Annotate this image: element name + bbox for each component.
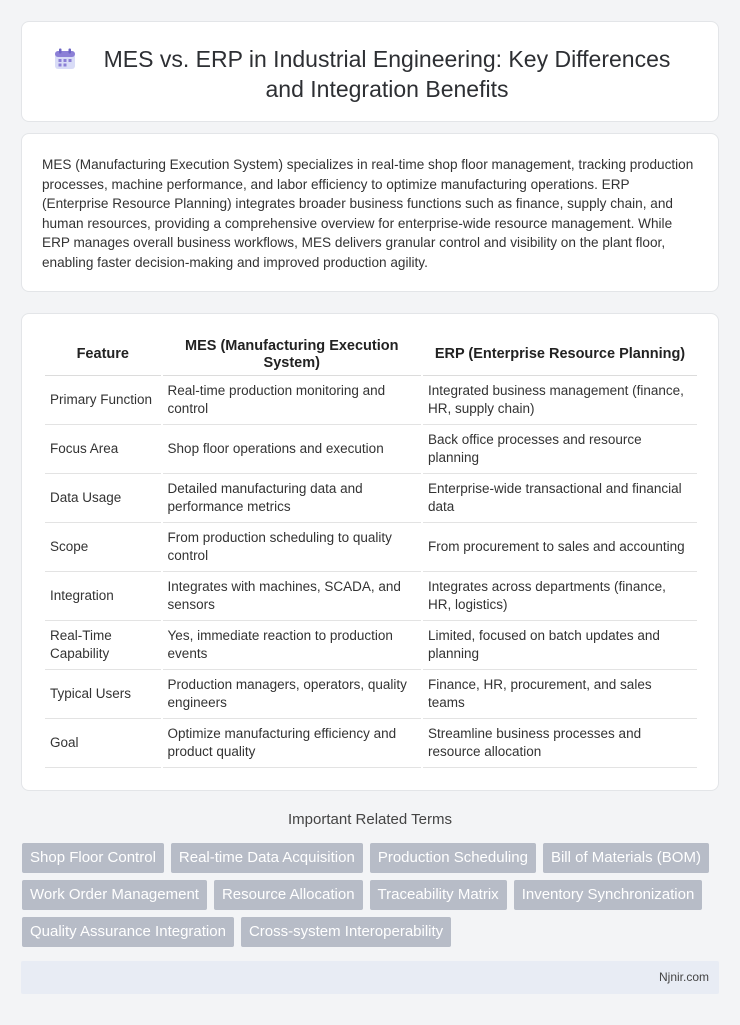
related-term-tag[interactable]: Real-time Data Acquisition [171, 843, 363, 873]
cell-mes: Shop floor operations and execution [163, 425, 421, 474]
cell-mes: Yes, immediate reaction to production events [163, 621, 421, 670]
related-terms-title: Important Related Terms [288, 811, 452, 828]
title-card [21, 21, 719, 122]
table-row [45, 376, 697, 425]
cell-mes: Optimize manufacturing efficiency and product quality [163, 719, 421, 768]
header-feature: Feature [45, 334, 161, 376]
cell-erp: Enterprise-wide transactional and financial data [423, 474, 697, 523]
table-row [45, 523, 697, 572]
cell-erp: Streamline business processes and resource allocation [423, 719, 697, 768]
header-erp: ERP (Enterprise Resource Planning) [423, 334, 697, 376]
cell-feature: Real-Time Capability [45, 621, 161, 670]
cell-erp: Integrates across departments (finance, HR, logistics) [423, 572, 697, 621]
cell-feature: Data Usage [45, 474, 161, 523]
related-term-tag[interactable]: Inventory Synchronization [514, 880, 703, 910]
related-term-tag[interactable]: Traceability Matrix [370, 880, 507, 910]
cell-mes: Integrates with machines, SCADA, and sensors [163, 572, 421, 621]
cell-mes: Real-time production monitoring and control [163, 376, 421, 425]
cell-erp: Limited, focused on batch updates and planning [423, 621, 697, 670]
cell-feature: Integration [45, 572, 161, 621]
related-term-tag[interactable]: Production Scheduling [370, 843, 536, 873]
intro-paragraph: MES (Manufacturing Execution System) specializes in real-time shop floor management, tracking production processes, machine performance, and labor efficiency to optimize manufacturing operations. ERP (Enterprise Resource Planning) integrates broader business functions such as finance, supply chain, and human resources, providing a comprehensive overview for enterprise-wide resource management. While ERP manages overall business workflows, MES delivers granular control and visibility on the plant floor, enabling faster decision-making and improved production agility. [42, 157, 694, 270]
related-term-tag[interactable]: Bill of Materials (BOM) [543, 843, 709, 873]
related-term-tag[interactable]: Work Order Management [22, 880, 207, 910]
cell-feature: Typical Users [45, 670, 161, 719]
page-title: MES vs. ERP in Industrial Engineering: Key Differences and Integration Benefits [103, 46, 671, 102]
cell-erp: Back office processes and resource planning [423, 425, 697, 474]
header-mes: MES (Manufacturing Execution System) [163, 334, 421, 376]
related-term-tag[interactable]: Cross-system Interoperability [241, 917, 451, 947]
table-row [45, 719, 697, 768]
cell-feature: Focus Area [45, 425, 161, 474]
related-term-tag[interactable]: Shop Floor Control [22, 843, 164, 873]
cell-feature: Primary Function [45, 376, 161, 425]
footer [21, 961, 719, 994]
cell-erp: Finance, HR, procurement, and sales teams [423, 670, 697, 719]
related-term-tag[interactable]: Resource Allocation [214, 880, 363, 910]
table-row [45, 425, 697, 474]
cell-feature: Goal [45, 719, 161, 768]
table-row [45, 670, 697, 719]
cell-mes: From production scheduling to quality control [163, 523, 421, 572]
table-row [45, 621, 697, 670]
cell-mes: Production managers, operators, quality engineers [163, 670, 421, 719]
cell-erp: Integrated business management (finance, HR, supply chain) [423, 376, 697, 425]
table-row [45, 572, 697, 621]
intro-card [21, 133, 719, 292]
table-row [45, 474, 697, 523]
comparison-table-card [21, 313, 719, 791]
related-term-tag[interactable]: Quality Assurance Integration [22, 917, 234, 947]
table-header-row [45, 334, 697, 376]
comparison-table [43, 334, 699, 768]
related-terms-list [22, 843, 722, 947]
cell-erp: From procurement to sales and accounting [423, 523, 697, 572]
cell-feature: Scope [45, 523, 161, 572]
cell-mes: Detailed manufacturing data and performance metrics [163, 474, 421, 523]
footer-site: Njnir.com [658, 970, 709, 984]
